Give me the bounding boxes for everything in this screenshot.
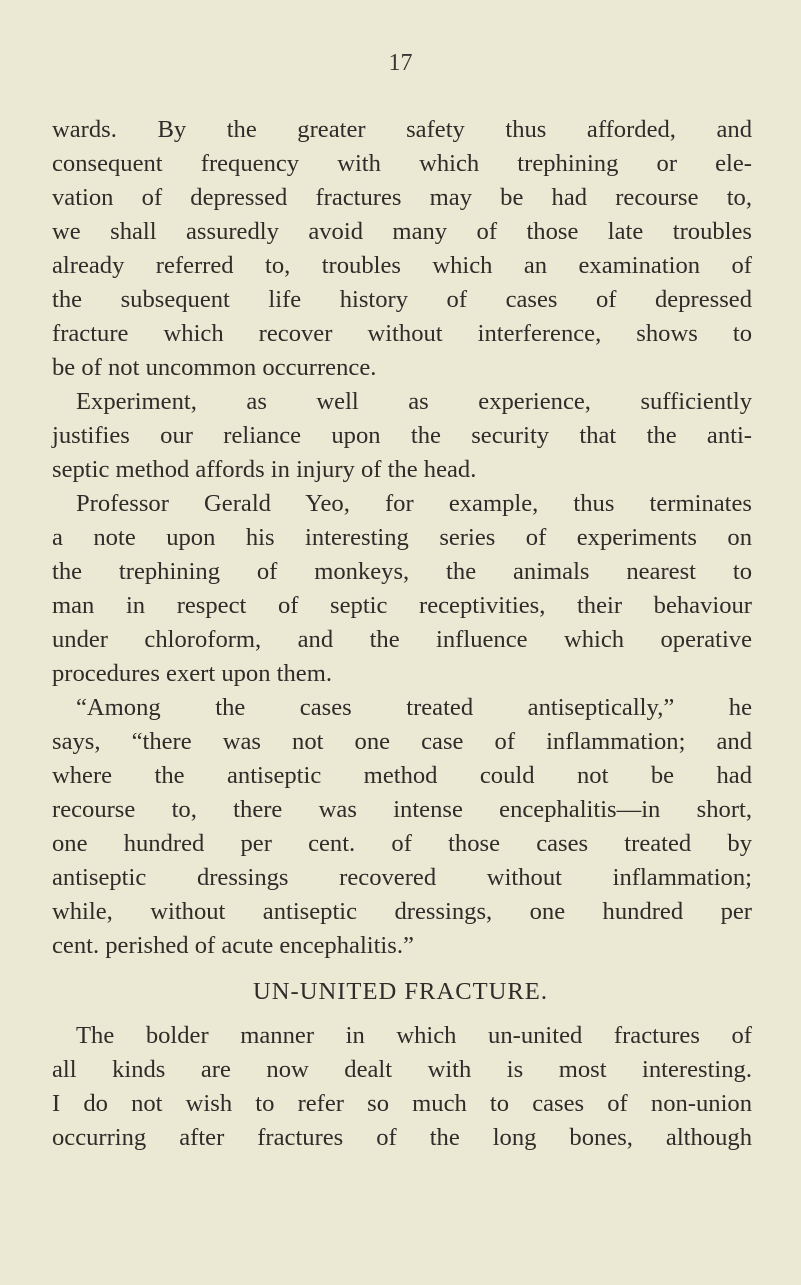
text-line: Professor Gerald Yeo, for example, thus terminates xyxy=(76,490,752,517)
text-line: already referred to, troubles which an examination of xyxy=(52,252,752,279)
text-line: The bolder manner in which un-united fractures of xyxy=(76,1022,752,1049)
text-line: vation of depressed fractures may be had recourse to, xyxy=(52,184,752,211)
text-line: wards. By the greater safety thus afforded, and xyxy=(52,116,752,143)
text-line: be of not uncommon occurrence. xyxy=(52,354,377,381)
text-line: Experiment, as well as experience, sufficiently xyxy=(76,388,752,415)
text-line: we shall assuredly avoid many of those late troubles xyxy=(52,218,752,245)
text-line: where the antiseptic method could not be had xyxy=(52,762,752,789)
text-line: man in respect of septic receptivities, their behaviour xyxy=(52,592,752,619)
text-line: cent. perished of acute encephalitis.” xyxy=(52,932,414,959)
text-line: while, without antiseptic dressings, one hundred per xyxy=(52,898,752,925)
text-line: I do not wish to refer so much to cases of non-union xyxy=(52,1090,752,1117)
text-line: septic method affords in injury of the head. xyxy=(52,456,477,483)
text-line: under chloroform, and the influence which operative xyxy=(52,626,752,653)
text-line: occurring after fractures of the long bones, although xyxy=(52,1124,752,1151)
text-line: the trephining of monkeys, the animals nearest to xyxy=(52,558,752,585)
text-line: “Among the cases treated antiseptically,” he xyxy=(76,694,752,721)
text-line: says, “there was not one case of inflammation; and xyxy=(52,728,752,755)
section-heading: UN-UNITED FRACTURE. xyxy=(253,978,548,1005)
text-line: recourse to, there was intense encephalitis—in short, xyxy=(52,796,752,823)
text-line: antiseptic dressings recovered without inflammation; xyxy=(52,864,752,891)
text-line: justifies our reliance upon the security that the anti- xyxy=(52,422,752,449)
text-line: the subsequent life history of cases of depressed xyxy=(52,286,752,313)
text-line: fracture which recover without interference, shows to xyxy=(52,320,752,347)
text-line: consequent frequency with which trephining or ele- xyxy=(52,150,752,177)
text-line: procedures exert upon them. xyxy=(52,660,332,687)
text-line: one hundred per cent. of those cases treated by xyxy=(52,830,752,857)
text-line: a note upon his interesting series of experiments on xyxy=(52,524,752,551)
page-number: 17 xyxy=(388,50,413,76)
text-line: all kinds are now dealt with is most interesting. xyxy=(52,1056,752,1083)
